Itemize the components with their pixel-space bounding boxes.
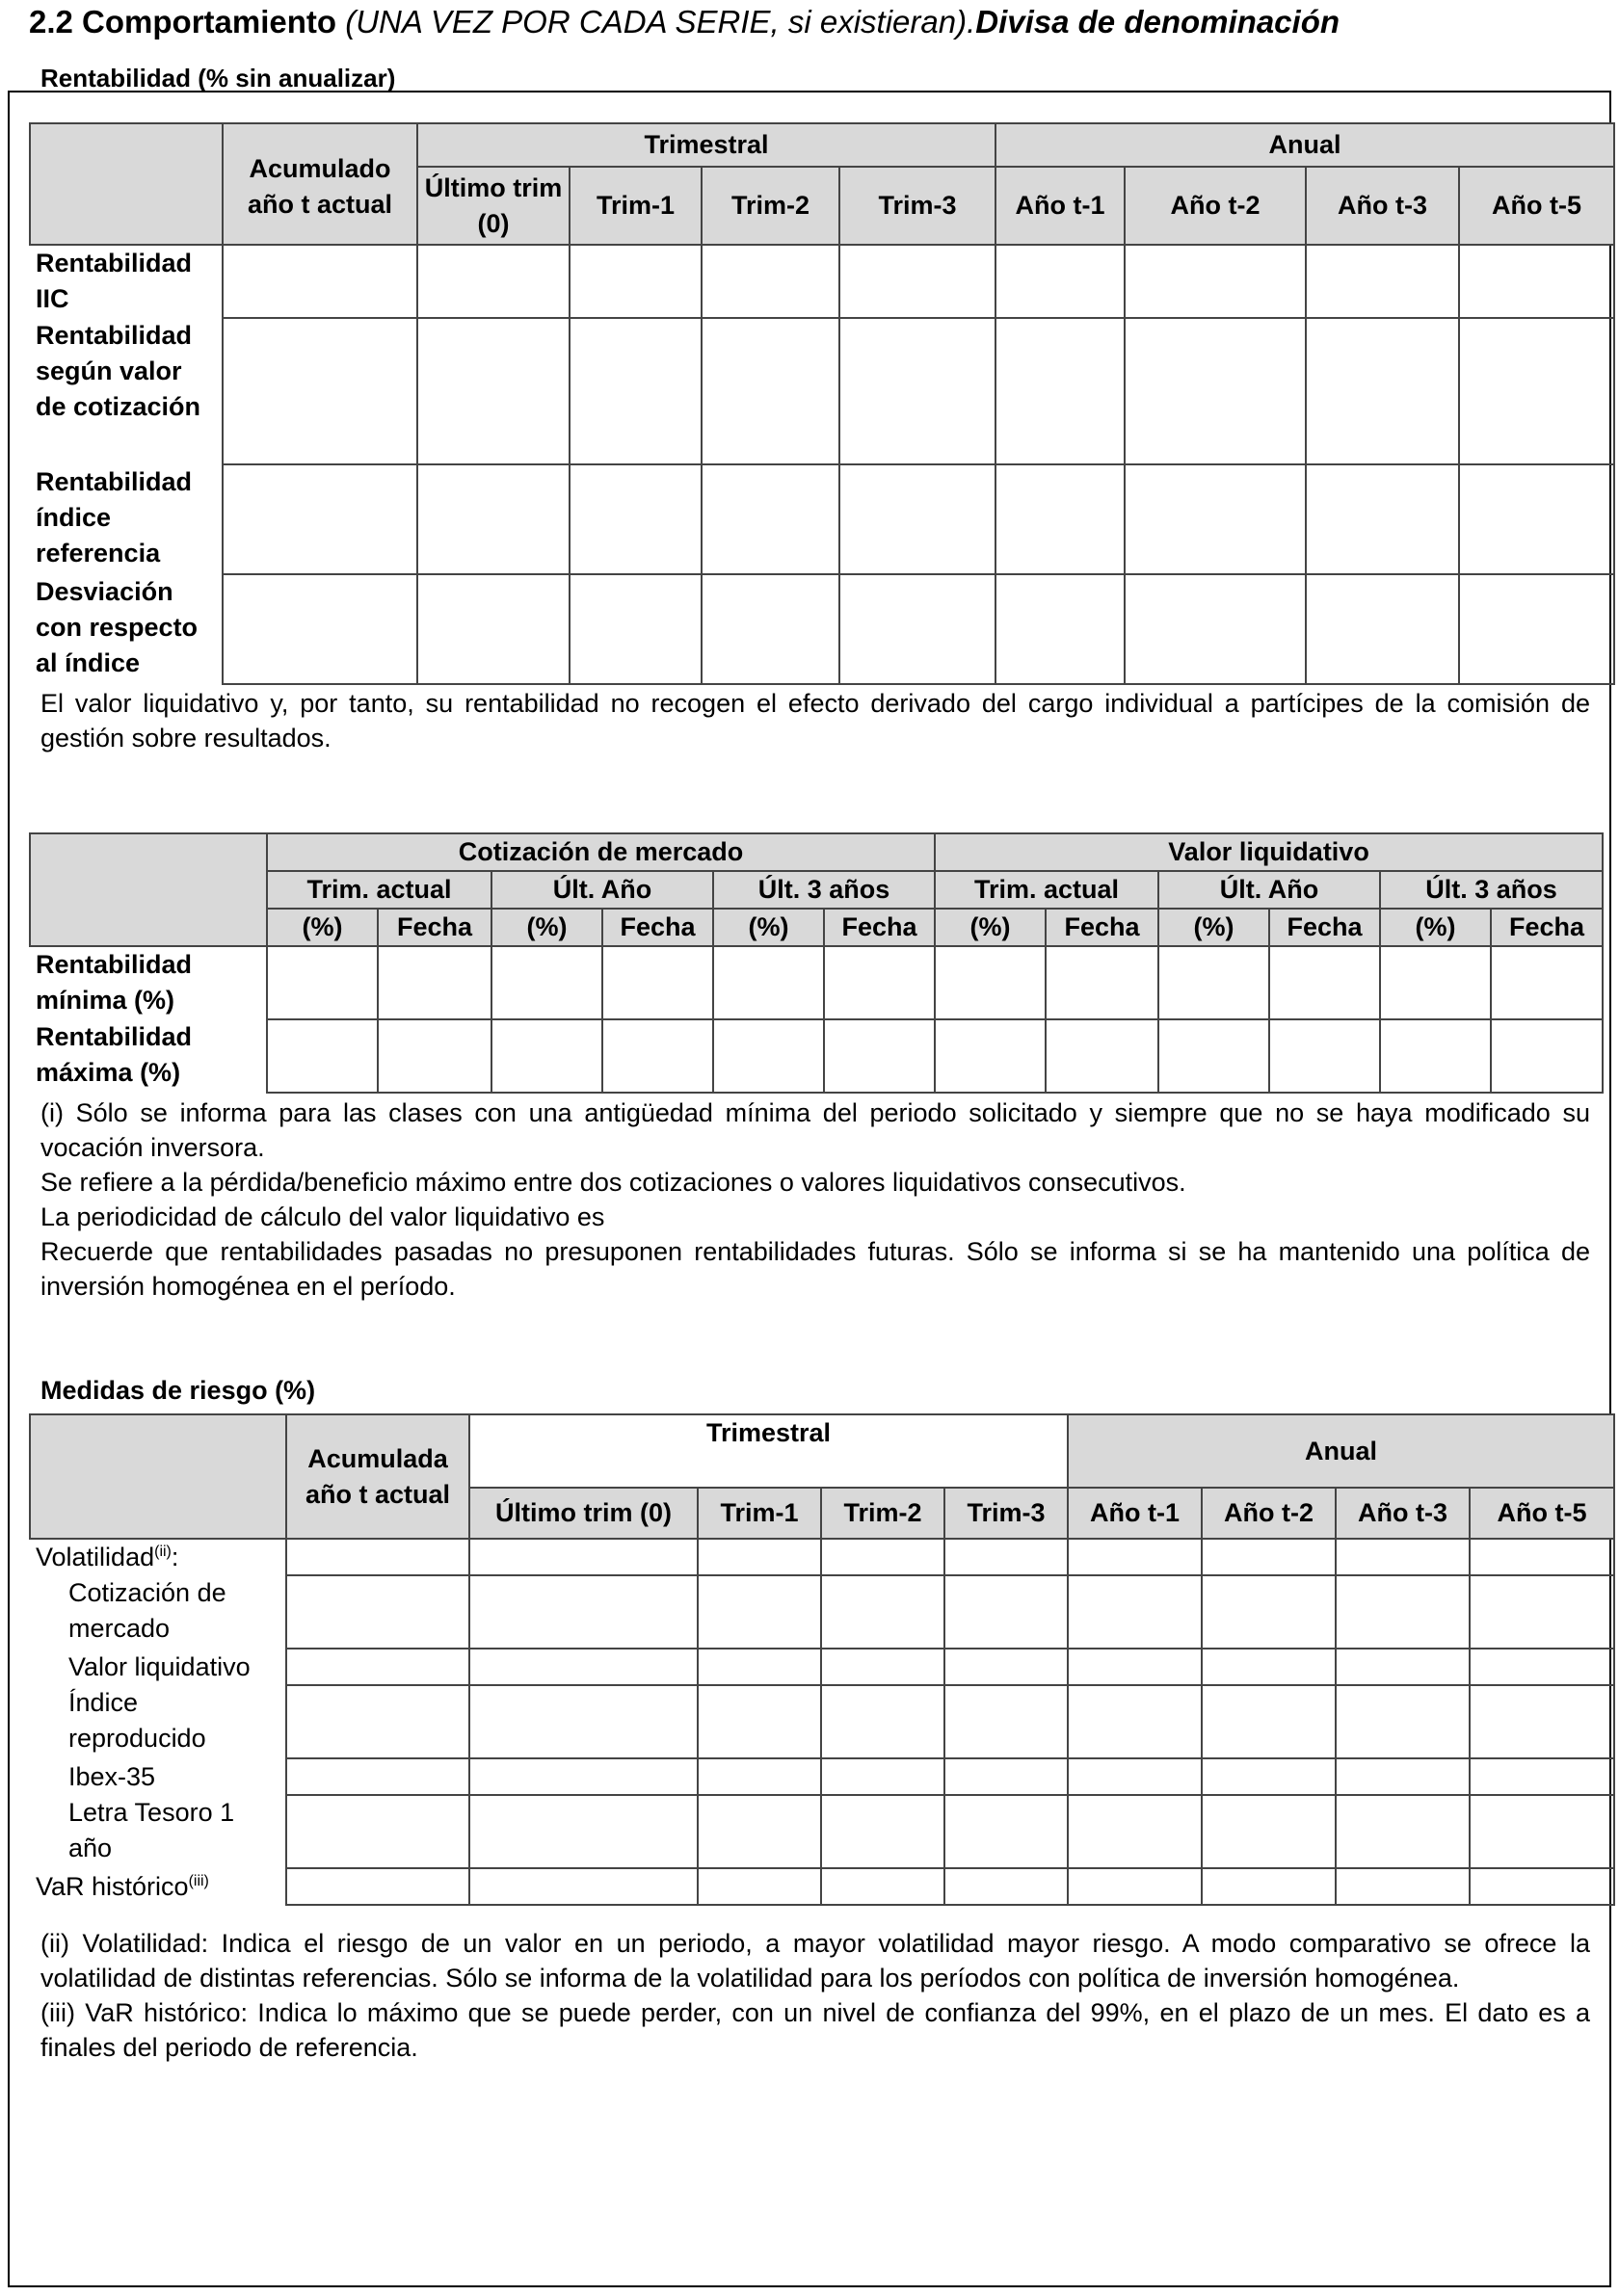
row-label-volatility: Volatilidad$^{(ii)}$: bbox=[30, 1539, 286, 1575]
row-label-var: VaR histórico$^{(iii)}$ bbox=[30, 1868, 286, 1905]
returns-note-text: El valor liquidativo y, por tanto, su rentabilidad no recogen el efecto derivado del cargo individual a partícipes de la comisión de gestión sobre resultados. bbox=[40, 689, 1590, 752]
col-accumulated: Acumulado año t actual bbox=[223, 123, 417, 245]
returns-note bbox=[40, 686, 1590, 755]
note-max-loss: Se refiere a la pérdida/beneficio máximo entre dos cotizaciones o valores liquidativos consecutivos. bbox=[40, 1168, 1186, 1197]
table-row bbox=[30, 464, 1614, 574]
col-year-t-3: Año t-3 bbox=[1336, 1488, 1470, 1539]
heading-currency: Divisa de denominación bbox=[975, 4, 1340, 40]
corner-cell bbox=[30, 833, 267, 946]
table-row bbox=[30, 1868, 1614, 1905]
col-year-t-3: Año t-3 bbox=[1306, 167, 1459, 245]
table-row bbox=[30, 1685, 1614, 1758]
col-accumulated: Acumulada año t actual bbox=[286, 1414, 469, 1539]
table-row bbox=[30, 946, 1603, 1019]
col-pct: (%) bbox=[491, 909, 602, 946]
corner-cell bbox=[30, 1414, 286, 1539]
col-last-quarter: Último trim (0) bbox=[417, 167, 570, 245]
corner-cell bbox=[30, 123, 223, 245]
table-row bbox=[30, 245, 1614, 318]
col-trim-3: Trim-3 bbox=[839, 167, 995, 245]
row-label-index: Rentabilidad índice referencia bbox=[30, 464, 223, 574]
col-last-quarter: Último trim (0) bbox=[469, 1488, 698, 1539]
table-row bbox=[30, 1758, 1614, 1795]
period-current-quarter: Trim. actual bbox=[935, 871, 1158, 909]
table-row bbox=[30, 1649, 1614, 1685]
heading-italic-note: (UNA VEZ POR CADA SERIE, si existieran). bbox=[336, 4, 976, 40]
table-row bbox=[30, 574, 1614, 684]
note-min-age: (i) Sólo se informa para las clases con una antigüedad mínima del periodo solicitado y siempre que no se haya modificado su vocación inversora. bbox=[40, 1098, 1590, 1162]
col-year-t-2: Año t-2 bbox=[1202, 1488, 1336, 1539]
group-annual: Anual bbox=[1068, 1414, 1614, 1488]
note-nav-periodicity: La periodicidad de cálculo del valor liquidativo es bbox=[40, 1202, 605, 1231]
extreme-returns-notes bbox=[40, 1095, 1590, 1304]
col-trim-3: Trim-3 bbox=[944, 1488, 1068, 1539]
col-pct: (%) bbox=[1380, 909, 1491, 946]
note-volatility: (ii) Volatilidad: Indica el riesgo de un valor en un periodo, a mayor volatilidad mayor riesgo. A modo comparativo se ofrece la volatilidad de distintas referencias. Sólo se informa de la volatilidad para los períodos con política de inversión homogénea. bbox=[40, 1929, 1590, 1993]
col-pct: (%) bbox=[1158, 909, 1269, 946]
col-date: Fecha bbox=[1269, 909, 1380, 946]
table-row bbox=[30, 1019, 1603, 1093]
table-row bbox=[30, 1795, 1614, 1868]
col-pct: (%) bbox=[935, 909, 1046, 946]
group-nav: Valor liquidativo bbox=[935, 833, 1603, 871]
col-pct: (%) bbox=[267, 909, 378, 946]
period-last-3-years: Últ. 3 años bbox=[713, 871, 935, 909]
row-label-quote: Rentabilidad según valor de cotización bbox=[30, 318, 223, 464]
col-trim-2: Trim-2 bbox=[702, 167, 839, 245]
returns-table bbox=[29, 122, 1615, 685]
col-year-t-2: Año t-2 bbox=[1125, 167, 1306, 245]
period-last-year: Últ. Año bbox=[1158, 871, 1380, 909]
table-row bbox=[30, 318, 1614, 464]
row-label-market-quote: Cotización de mercado bbox=[30, 1575, 286, 1649]
row-label-iic: Rentabilidad IIC bbox=[30, 245, 223, 318]
row-label-replicated-index: Índice reproducido bbox=[30, 1685, 286, 1758]
risk-measures-table bbox=[29, 1413, 1615, 1906]
row-label-ibex-35: Ibex-35 bbox=[30, 1758, 286, 1795]
row-label-max-return: Rentabilidad máxima (%) bbox=[30, 1019, 267, 1093]
col-year-t-1: Año t-1 bbox=[1068, 1488, 1202, 1539]
heading-number-title: 2.2 Comportamiento bbox=[29, 4, 337, 40]
section-heading bbox=[29, 4, 1340, 40]
row-label-nav: Valor liquidativo bbox=[30, 1649, 286, 1685]
table-row bbox=[30, 1575, 1614, 1649]
col-trim-1: Trim-1 bbox=[698, 1488, 821, 1539]
returns-subtitle: Rentabilidad (% sin anualizar) bbox=[40, 64, 396, 92]
row-label-deviation: Desviación con respecto al índice bbox=[30, 574, 223, 684]
row-label-min-return: Rentabilidad mínima (%) bbox=[30, 946, 267, 1019]
col-date: Fecha bbox=[602, 909, 713, 946]
col-pct: (%) bbox=[713, 909, 824, 946]
col-date: Fecha bbox=[378, 909, 491, 946]
note-var: (iii) VaR histórico: Indica lo máximo que se puede perder, con un nivel de confianza del 99%, en el plazo de un mes. El dato es a finales del periodo de referencia. bbox=[40, 1998, 1590, 2062]
group-quarterly: Trimestral bbox=[417, 123, 995, 167]
extreme-returns-table bbox=[29, 832, 1604, 1094]
group-market-quote: Cotización de mercado bbox=[267, 833, 935, 871]
row-label-treasury-bill: Letra Tesoro 1 año bbox=[30, 1795, 286, 1868]
risk-measures-title: Medidas de riesgo (%) bbox=[40, 1376, 316, 1405]
table-row bbox=[30, 1539, 1614, 1575]
col-date: Fecha bbox=[1491, 909, 1603, 946]
col-trim-2: Trim-2 bbox=[821, 1488, 944, 1539]
group-annual: Anual bbox=[995, 123, 1614, 167]
period-current-quarter: Trim. actual bbox=[267, 871, 491, 909]
col-date: Fecha bbox=[824, 909, 935, 946]
col-year-t-5: Año t-5 bbox=[1470, 1488, 1614, 1539]
risk-notes bbox=[40, 1926, 1590, 2065]
col-year-t-1: Año t-1 bbox=[995, 167, 1125, 245]
col-date: Fecha bbox=[1046, 909, 1158, 946]
period-last-3-years: Últ. 3 años bbox=[1380, 871, 1603, 909]
col-trim-1: Trim-1 bbox=[570, 167, 702, 245]
note-past-returns: Recuerde que rentabilidades pasadas no presuponen rentabilidades futuras. Sólo se informa si se ha mantenido una política de inversión homogénea en el período. bbox=[40, 1237, 1590, 1301]
col-year-t-5: Año t-5 bbox=[1459, 167, 1614, 245]
group-quarterly: Trimestral bbox=[469, 1414, 1068, 1488]
period-last-year: Últ. Año bbox=[491, 871, 713, 909]
